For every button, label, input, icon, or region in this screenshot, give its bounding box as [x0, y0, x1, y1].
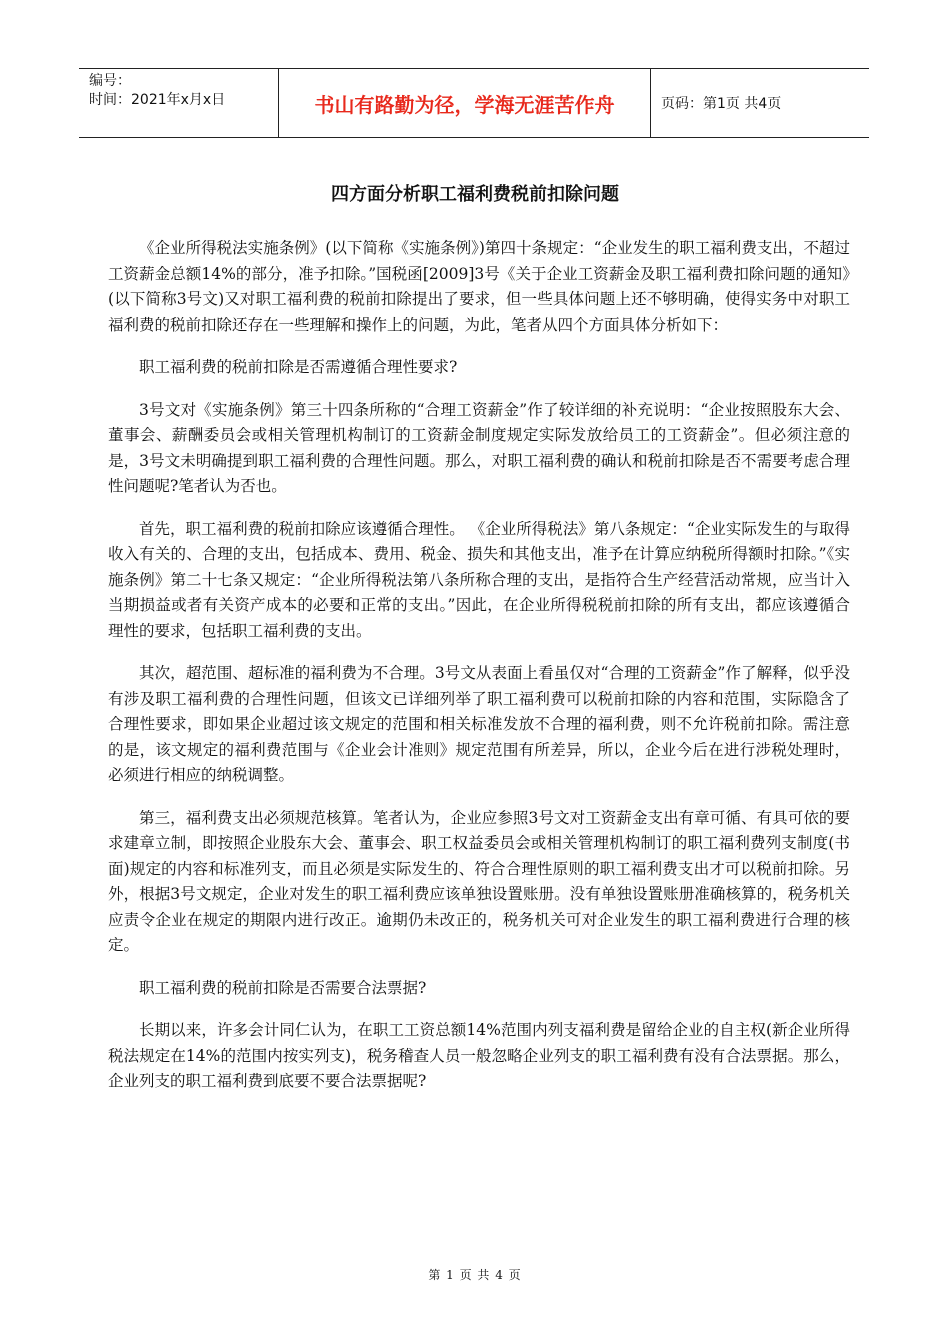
document-title: 四方面分析职工福利费税前扣除问题 — [331, 184, 619, 205]
time-label: 时间：2021年x月x日 — [89, 92, 226, 108]
paragraph: 3号文对《实施条例》第三十四条所称的“合理工资薪金”作了较详细的补充说明：“企业按照股东大会、董事会、薪酬委员会或相关管理机构制订的工资薪金制度规定实际发放给员工的工资薪金”。但必须注意的是，3号文未明确提到职工福利费的合理性问题。那么，对职工福利费的确认和税前扣除是否不需要考虑合理性问题呢?笔者认为否也。 — [108, 400, 850, 495]
paragraph: 长期以来，许多会计同仁认为，在职工工资总额14%范围内列支福利费是留给企业的自主权(新企业所得税法规定在14%的范围内按实列支)，税务稽查人员一般忽略企业列支的职工福利费有没有合法票据。那么，企业列支的职工福利费到底要不要合法票据呢? — [108, 1021, 850, 1090]
paragraph: 第三，福利费支出必须规范核算。笔者认为，企业应参照3号文对工资薪金支出有章可循、有具可依的要求建章立制，即按照企业股东大会、董事会、职工权益委员会或相关管理机构制订的职工福利费列支制度(书面)规定的内容和标准列支，而且必须是实际发生的、符合合理性原则的职工福利费支出才可以税前扣除。另外，根据3号文规定，企业对发生的职工福利费应该单独设置账册。没有单独设置账册准确核算的，税务机关应责令企业在规定的期限内进行改正。逾期仍未改正的，税务机关可对企业发生的职工福利费进行合理的核定。 — [108, 808, 850, 954]
paragraph: 职工福利费的税前扣除是否需要合法票据? — [139, 978, 427, 997]
paragraph: 首先，职工福利费的税前扣除应该遵循合理性。 《企业所得税法》第八条规定：“企业实际发生的与取得收入有关的、合理的支出，包括成本、费用、税金、损失和其他支出，准予在计算应纳税所得额时扣除。”《实施条例》第二十七条又规定：“企业所得税法第八条所称合理的支出，是指符合生产经营活动常规，应当计入当期损益或者有关资产成本的必要和正常的支出。”因此，在企业所得税税前扣除的所有支出，都应该遵循合理性的要求，包括职工福利费的支出。 — [108, 519, 850, 640]
header-meta — [79, 69, 279, 137]
page-footer: 第 1 页 共 4 页 — [428, 1268, 522, 1282]
header-page-info: 页码：第1页 共4页 — [661, 96, 782, 112]
document-body — [108, 236, 850, 1112]
number-label: 编号： — [89, 73, 131, 89]
paragraph: 《企业所得税法实施条例》(以下简称《实施条例》)第四十条规定：“企业发生的职工福利费支出，不超过工资薪金总额14%的部分，准予扣除。”国税函[2009]3号《关于企业工资薪金及职工福利费扣除问题的通知》(以下简称3号文)又对职工福利费的税前扣除提出了要求，但一些具体问题上还不够明确，使得实务中对职工福利费的税前扣除还存在一些理解和操作上的问题，为此，笔者从四个方面具体分析如下： — [108, 239, 850, 334]
paragraph: 职工福利费的税前扣除是否需遵循合理性要求? — [139, 358, 458, 376]
header-motto: 书山有路勤为径，学海无涯苦作舟 — [279, 69, 651, 137]
paragraph: 其次，超范围、超标准的福利费为不合理。3号文从表面上看虽仅对“合理的工资薪金”作了解释，似乎没有涉及职工福利费的合理性问题，但该文已详细列举了职工福利费可以税前扣除的内容和范围，实际隐含了合理性要求，即如果企业超过该文规定的范围和相关标准发放不合理的福利费，则不允许税前扣除。需注意的是，该文规定的福利费范围与《企业会计准则》规定范围有所差异，所以，企业今后在进行涉税处理时，必须进行相应的纳税调整。 — [108, 664, 850, 784]
page-header — [79, 68, 869, 138]
